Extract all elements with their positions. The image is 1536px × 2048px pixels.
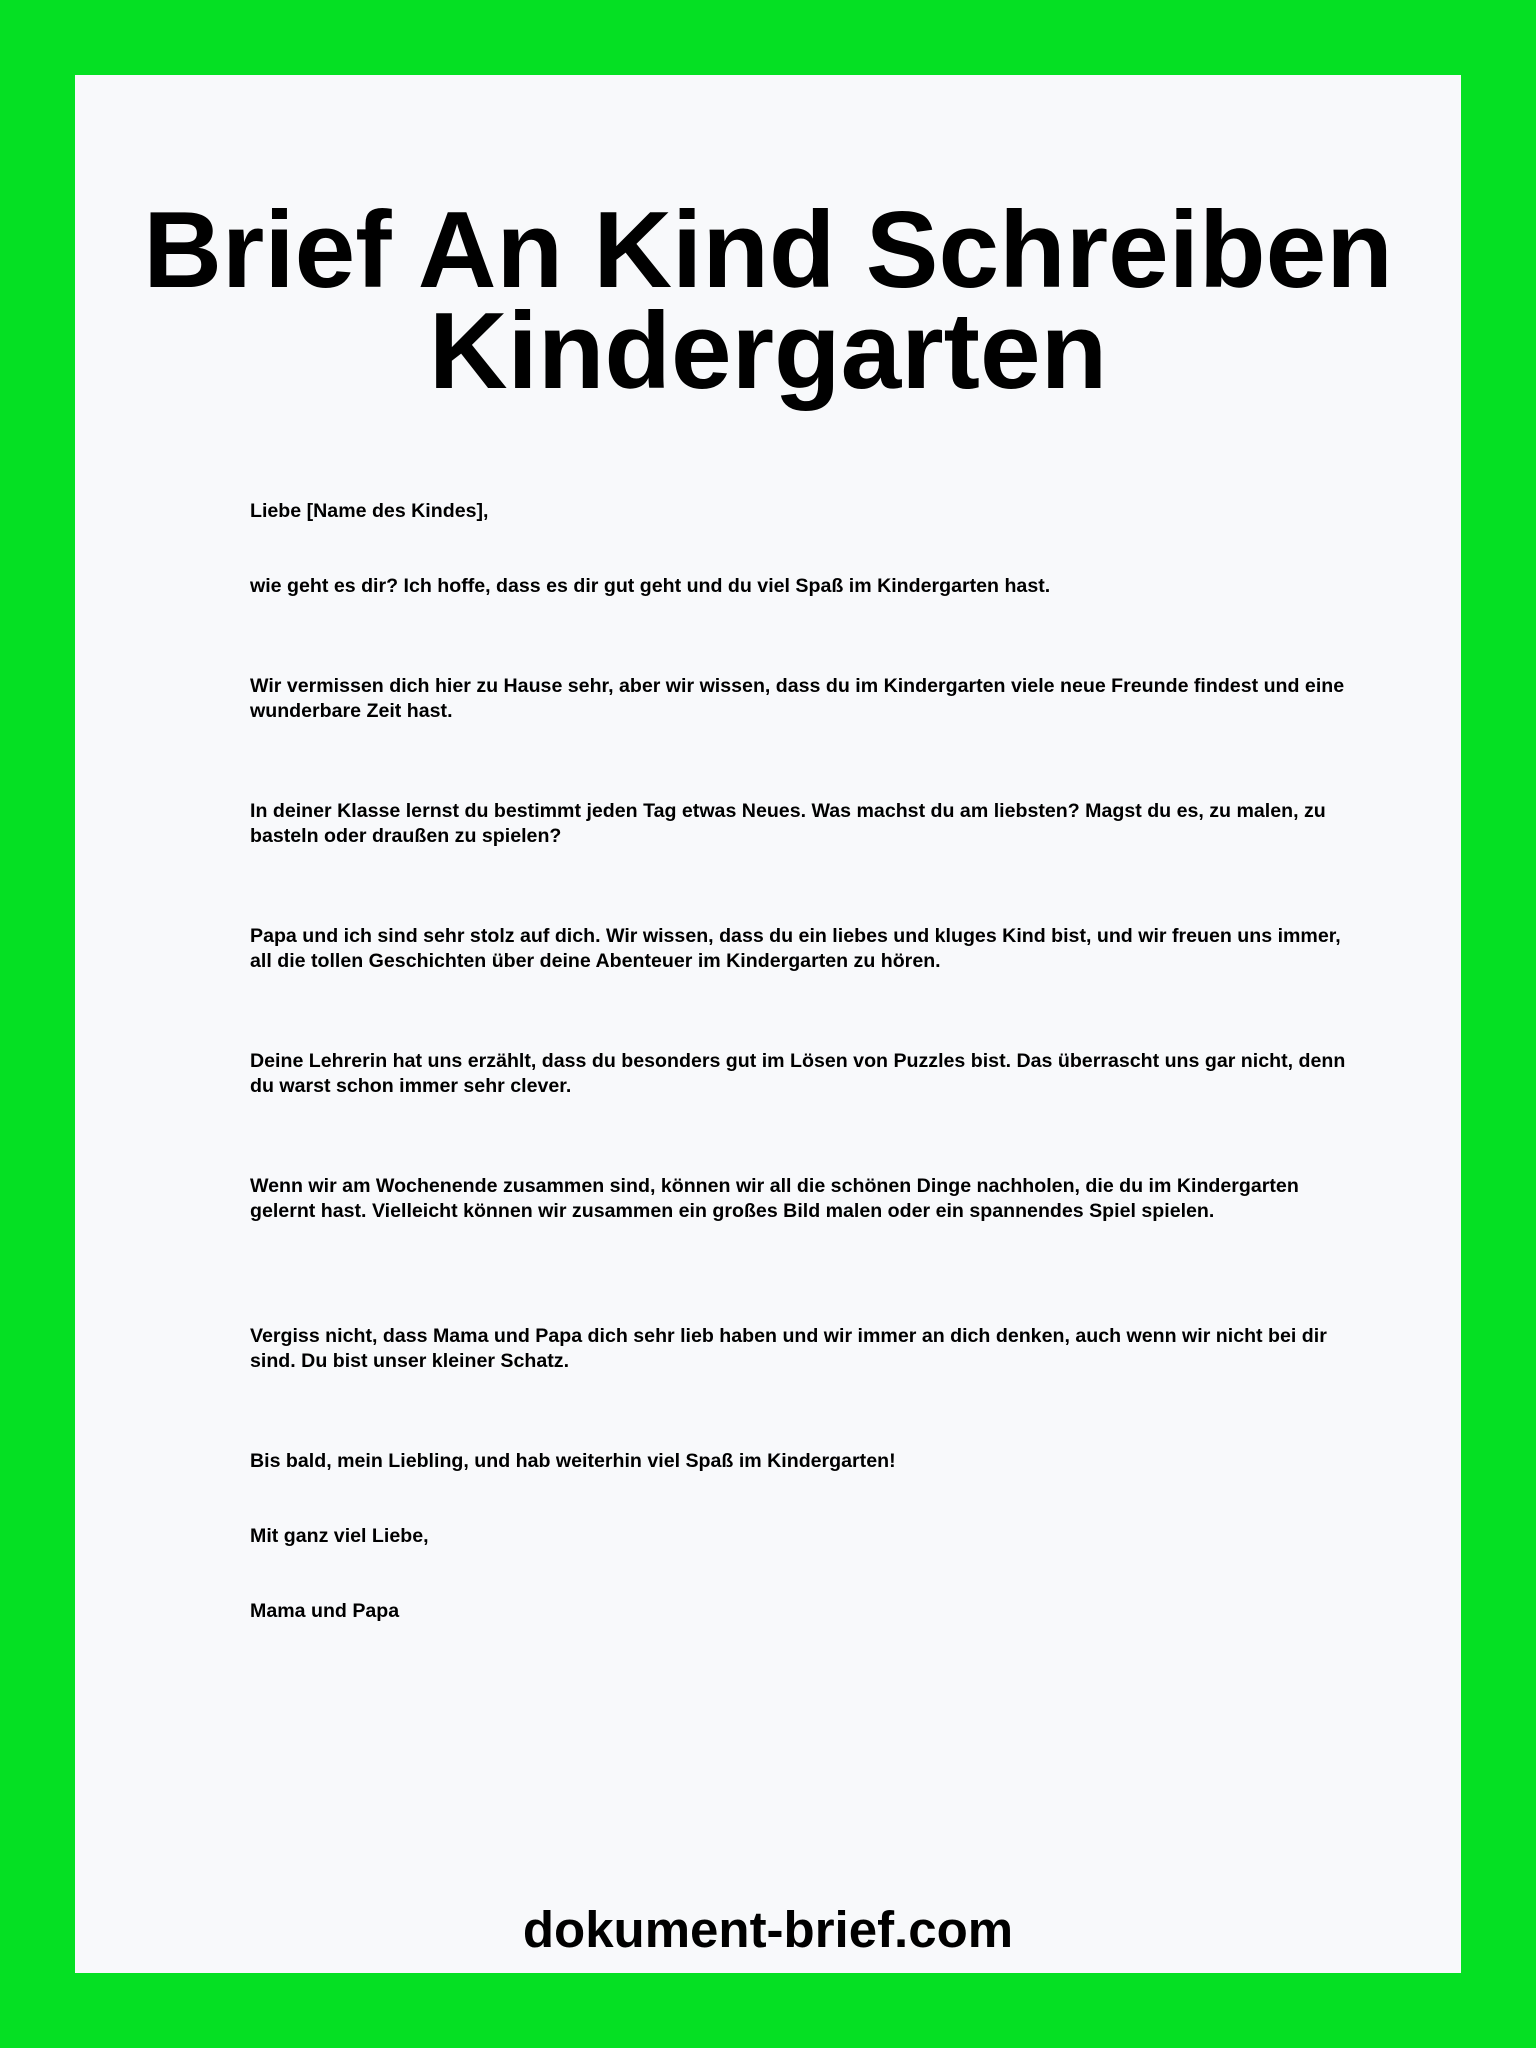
letter-paragraph: In deiner Klasse lernst du bestimmt jeden Tag etwas Neues. Was machst du am liebsten? Magst du es, zu malen, zu basteln oder draußen zu spielen? xyxy=(250,800,1326,847)
letter-closing-wish: Bis bald, mein Liebling, und hab weiterhin viel Spaß im Kindergarten! xyxy=(250,1450,896,1472)
letter-paragraph: wie geht es dir? Ich hoffe, dass es dir gut geht und du viel Spaß im Kindergarten hast. xyxy=(250,575,1051,597)
letter-paragraph: Wenn wir am Wochenende zusammen sind, können wir all die schönen Dinge nachholen, die du im Kindergarten gelernt hast. Vielleicht können wir zusammen ein großes Bild malen oder ein spannendes Spiel spielen. xyxy=(250,1175,1299,1222)
letter-signature: Mama und Papa xyxy=(250,1600,400,1622)
letter-paragraph: Wir vermissen dich hier zu Hause sehr, aber wir wissen, dass du im Kindergarten viele neue Freunde findest und eine wunderbare Zeit hast. xyxy=(250,675,1345,722)
footer-website: dokument-brief.com xyxy=(522,1901,1014,1958)
letter-page xyxy=(75,75,1461,1973)
title-line-2: Kindergarten xyxy=(428,290,1108,412)
letter-salutation: Liebe [Name des Kindes], xyxy=(250,500,489,522)
letter-paragraph: Papa und ich sind sehr stolz auf dich. Wir wissen, dass du ein liebes und kluges Kind bist, und wir freuen uns immer, all die tollen Geschichten über deine Abenteuer im Kindergarten zu hören. xyxy=(250,925,1341,972)
letter-paragraph: Deine Lehrerin hat uns erzählt, dass du besonders gut im Lösen von Puzzles bist. Das überrascht uns gar nicht, denn du warst schon immer sehr clever. xyxy=(250,1050,1346,1097)
letter-paragraph: Vergiss nicht, dass Mama und Papa dich sehr lieb haben und wir immer an dich denken, auch wenn wir nicht bei dir sind. Du bist unser kleiner Schatz. xyxy=(250,1325,1327,1372)
page-title xyxy=(75,189,1461,412)
letter-closing: Mit ganz viel Liebe, xyxy=(250,1525,429,1547)
title-line-1: Brief An Kind Schreiben xyxy=(143,189,1393,311)
